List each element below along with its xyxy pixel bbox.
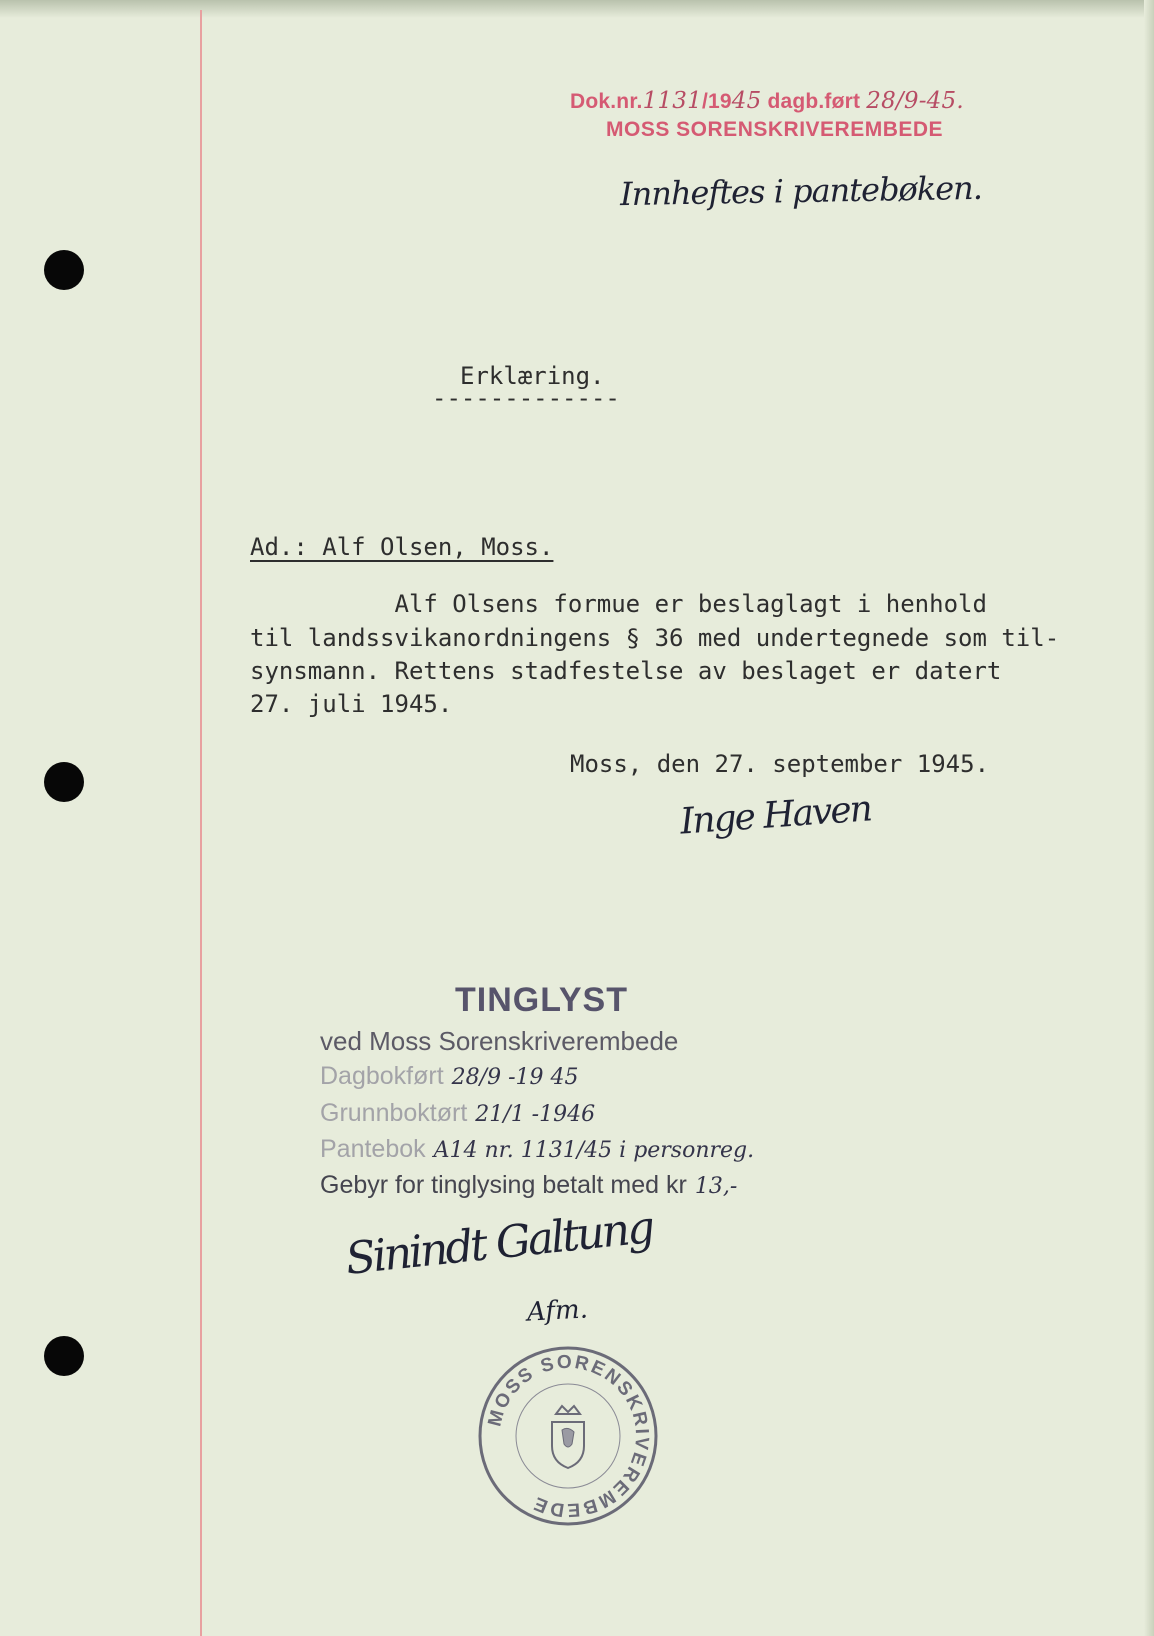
gebyr-value: 13,- <box>694 1174 738 1199</box>
document-title: Erklæring. <box>460 362 605 390</box>
body-line: synsmann. Rettens stadfestelse av beslaget er datert <box>250 657 1002 685</box>
dagbok-row <box>320 1061 578 1091</box>
doc-number-value: 1131 <box>642 88 702 114</box>
red-margin-line <box>200 10 202 1636</box>
tinglyst-title: TINGLYST <box>455 981 628 1019</box>
regarding-line: Ad.: Alf Olsen, Moss. <box>250 533 554 561</box>
gebyr-row <box>320 1170 737 1200</box>
body-line: Alf Olsens formue er beslaglagt i henhold <box>250 590 987 618</box>
dagb-date: 28/9-45. <box>866 88 964 114</box>
punch-hole-middle <box>44 762 84 802</box>
dagbok-label: Dagbokført <box>320 1062 444 1090</box>
pantebok-row <box>320 1134 754 1164</box>
paper-right-edge <box>1144 0 1154 1636</box>
registrar-signature: Sinindt Galtung <box>343 1202 655 1285</box>
gebyr-label: Gebyr for tinglysing betalt med kr <box>320 1171 687 1199</box>
signature: Inge Haven <box>678 788 873 843</box>
seal-text-path: MOSS SORENSKRIVEREMBEDE <box>484 1351 653 1521</box>
court-seal <box>476 1344 660 1528</box>
body-line: til landssvikanordningens § 36 med undertegnede som til- <box>250 624 1060 652</box>
registrar-signature-suffix: Afm. <box>526 1294 589 1328</box>
doc-year-printed: /19 <box>701 90 732 113</box>
tinglyst-office: ved Moss Sorenskriverembede <box>320 1026 679 1056</box>
pantebok-label: Pantebok <box>320 1135 426 1163</box>
doc-year-hand: 45 <box>731 88 762 114</box>
punch-hole-top <box>44 250 84 290</box>
grunnbok-value: 21/1 -1946 <box>475 1102 596 1127</box>
grunnbok-row <box>320 1098 595 1128</box>
dagbok-value: 28/9 -19 45 <box>451 1065 579 1090</box>
dagb-label: dagb.ført <box>761 90 867 113</box>
coat-of-arms-icon <box>552 1406 584 1468</box>
pantebok-value: A14 nr. 1131/45 i personreg. <box>433 1138 755 1163</box>
place-date: Moss, den 27. september 1945. <box>570 750 990 778</box>
body-line: 27. juli 1945. <box>250 690 453 718</box>
office-stamp: MOSS SORENSKRIVEREMBEDE <box>606 118 944 141</box>
grunnbok-label: Grunnboktørt <box>320 1099 468 1127</box>
title-underline: ------------- <box>432 384 620 412</box>
punch-hole-bottom <box>44 1336 84 1376</box>
doc-number-stamp <box>570 88 964 114</box>
doc-number-label: Dok.nr. <box>570 90 643 113</box>
handwritten-note: Innheftes i pantebøken. <box>619 168 983 214</box>
paper-top-edge <box>0 0 1154 18</box>
